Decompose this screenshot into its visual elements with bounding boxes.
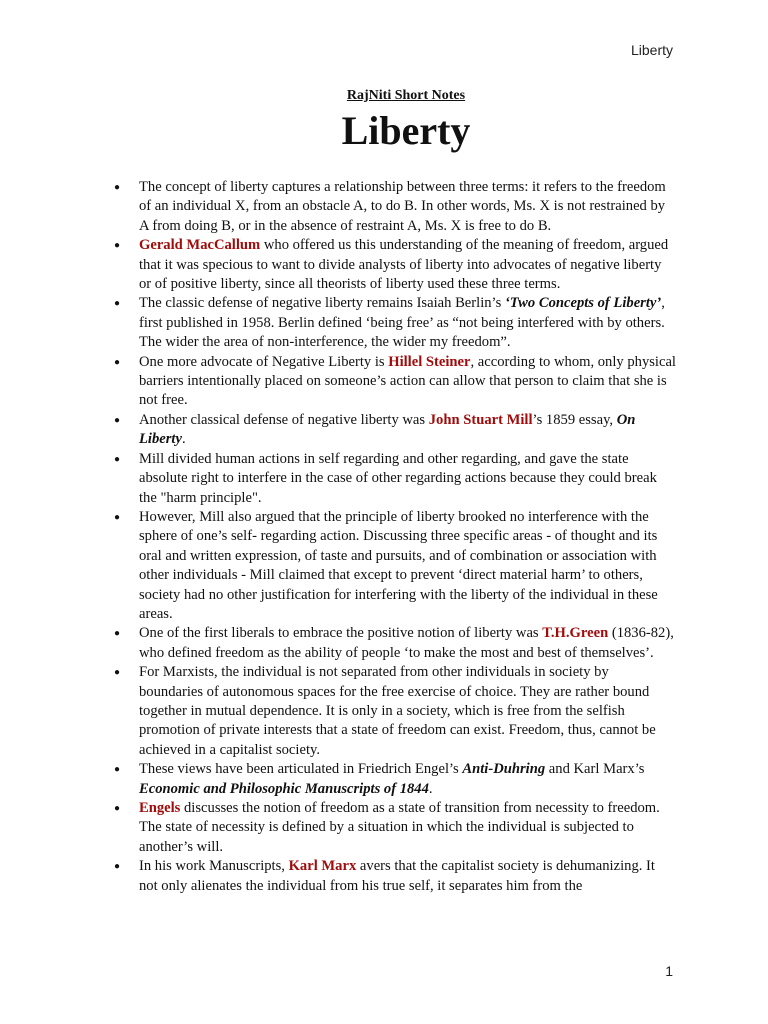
note-text: The concept of liberty captures a relationship between three terms: it refers to the freedom of an individual X, from an obstacle A, to do B. In other words, Ms. X is not restrained by A from doing B, or in the absence of restraint A, Ms. X is free to do B. [139, 179, 666, 234]
note-text: These views have been articulated in Friedrich Engel’s [139, 761, 463, 778]
note-text: discusses the notion of freedom as a state of transition from necessity to freedom. The state of necessity is defined by a situation in which the individual is subjected to another’s will. [139, 800, 660, 855]
person-name: Gerald MacCallum [139, 237, 261, 254]
note-text: , first published in 1958. Berlin defined ‘being free’ as “not being interfered with by others. The wider the area of non-interference, the wider my freedom”. [139, 295, 665, 351]
notes-list [139, 178, 676, 896]
person-name: Engels [139, 800, 181, 816]
page-number: 1 [665, 963, 673, 979]
note-item [139, 508, 676, 624]
person-name: Hillel Steiner [388, 353, 471, 370]
note-item [139, 353, 676, 411]
note-item [139, 857, 676, 896]
note-text: and Karl Marx’s [545, 761, 645, 778]
note-text: Mill divided human actions in self regarding and other regarding, and gave the state absolute right to interfere in the case of other regarding actions because they could break the "harm principle". [139, 450, 657, 506]
note-text: The classic defense of negative liberty remains Isaiah Berlin’s [139, 295, 505, 312]
note-text: One of the first liberals to embrace the positive notion of liberty was [139, 625, 543, 642]
document-title: Liberty [341, 108, 471, 153]
note-item [139, 799, 676, 857]
note-text: For Marxists, the individual is not separated from other individuals in society by boundaries of autonomous spaces for the free exercise of choice. They are rather bound together in mutual dependence. It is only in a society, which is free from the selfish promotion of private interests that a state of freedom can exist. Freedom, thus, cannot be achieved in a capitalist society. [139, 664, 656, 758]
note-item [139, 294, 676, 352]
note-text: . [428, 780, 433, 797]
note-item [139, 450, 676, 508]
work-title: Anti-Duhring [462, 761, 546, 778]
work-title: On Liberty [139, 411, 636, 448]
person-name: T.H.Green [542, 625, 609, 642]
person-name: John Stuart Mill [428, 411, 533, 428]
note-item [139, 624, 676, 663]
note-text: (1836-82), who defined freedom as the ability of people ‘to make the most and best of themselves’. [139, 625, 674, 661]
note-item [139, 760, 676, 799]
note-text: ’s 1859 essay, [532, 411, 617, 428]
document-kicker: RajNiti Short Notes [346, 88, 466, 103]
note-text: In his work Manuscripts, [139, 858, 289, 875]
note-text: avers that the capitalist society is dehumanizing. It not only alienates the individual from his true self, it separates him from the [139, 858, 655, 894]
work-title: Economic and Philosophic Manuscripts of 1844 [139, 780, 429, 797]
note-text: . [181, 431, 186, 448]
work-title: ‘Two Concepts of Liberty’ [504, 295, 662, 312]
note-text: Another classical defense of negative liberty was [139, 411, 429, 428]
note-item [139, 663, 676, 760]
note-text: , according to whom, only physical barriers intentionally placed on someone’s action can allow that person to claim that she is not free. [139, 353, 676, 409]
note-text: However, Mill also argued that the principle of liberty brooked no interference with the sphere of one’s self- regarding action. Discussing three specific areas - of thought and its oral and written expression, of taste and pursuits, and of combination or association with other individuals - Mill claimed that except to prevent ‘direct material harm’ to others, society had no other justification for interfering with the liberty of the individual in these areas. [139, 508, 658, 622]
running-header: Liberty [630, 42, 673, 58]
note-item [139, 178, 676, 236]
note-item [139, 236, 676, 294]
note-text: who offered us this understanding of the meaning of freedom, argued that it was specious to want to divide analysts of liberty into advocates of negative liberty or of positive liberty, since all theorists of liberty used these three terms. [139, 237, 669, 293]
note-item [139, 411, 676, 450]
note-text: One more advocate of Negative Liberty is [139, 353, 389, 370]
person-name: Karl Marx [288, 858, 357, 875]
